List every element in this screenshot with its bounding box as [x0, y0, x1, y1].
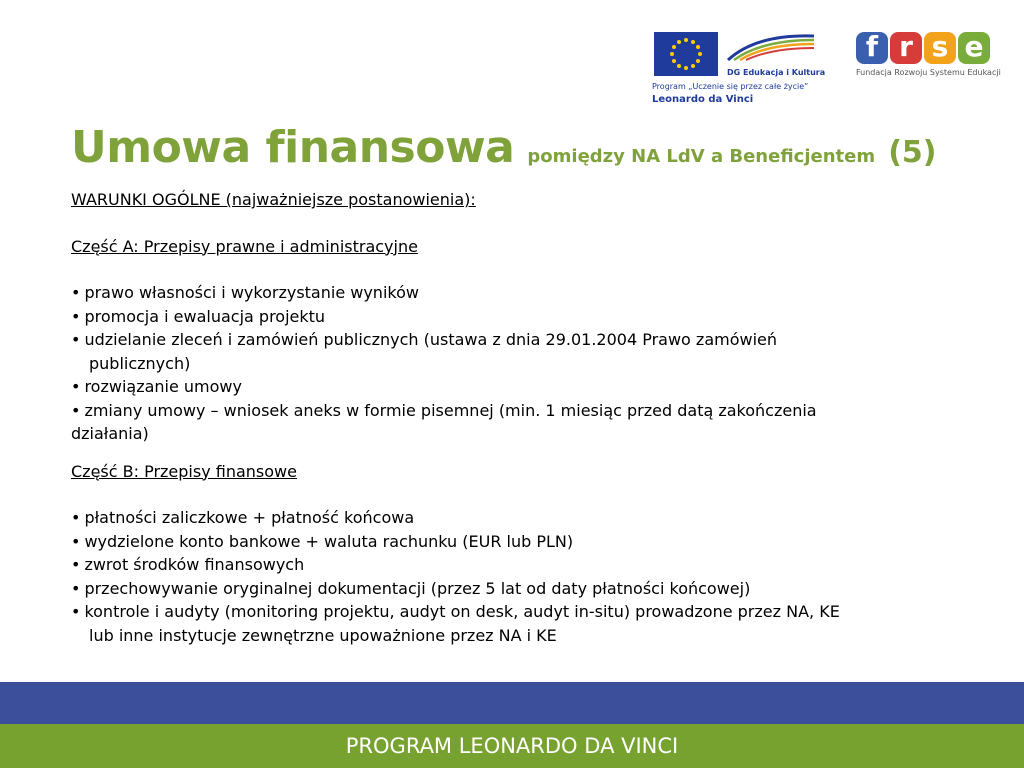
- list-item: • zwrot środków finansowych: [71, 555, 305, 574]
- list-item: • płatności zaliczkowe + płatność końcowa: [71, 508, 415, 527]
- title-main: Umowa finansowa: [71, 122, 515, 173]
- list-item: • promocja i ewaluacja projektu: [71, 306, 326, 326]
- title-subtitle: pomiędzy NA LdV a Beneficjentem: [527, 146, 876, 167]
- frse-letter-r: r: [890, 32, 922, 64]
- part-a-heading: Część A: Przepisy prawne i administracyjne: [71, 236, 418, 256]
- ldv-label: Leonardo da Vinci: [652, 94, 754, 105]
- footer-green-bar: [0, 724, 1024, 768]
- eu-dg-label: DG Edukacja i Kultura: [727, 68, 826, 77]
- list-item-continuation: lub inne instytucje zewnętrzne upoważnione przez NA i KE: [89, 625, 557, 645]
- slide-content: [71, 188, 971, 647]
- footer-label: PROGRAM LEONARDO DA VINCI: [345, 734, 679, 758]
- list-item: • rozwiązanie umowy: [71, 377, 242, 396]
- bullet-icon: •: [71, 283, 81, 302]
- part-b-heading: Część B: Przepisy finansowe: [71, 461, 297, 481]
- ldv-swoosh-icon: [726, 30, 818, 70]
- frse-subtitle: Fundacja Rozwoju Systemu Edukacji: [856, 68, 1001, 77]
- general-heading: WARUNKI OGÓLNE (najważniejsze postanowienia):: [71, 190, 476, 209]
- bullet-icon: •: [71, 508, 81, 527]
- list-item-continuation: publicznych): [89, 353, 191, 373]
- list-item: • kontrole i audyty (monitoring projektu, audyt on desk, audyt in-situ) prowadzone przez NA, KE: [71, 602, 840, 621]
- page-title: [71, 122, 936, 173]
- bullet-icon: •: [71, 377, 81, 396]
- list-item: • wydzielone konto bankowe + waluta rachunku (EUR lub PLN): [71, 531, 574, 551]
- list-item: • prawo własności i wykorzystanie wyników: [71, 283, 419, 302]
- list-item: • przechowywanie oryginalnej dokumentacji (przez 5 lat od daty płatności końcowej): [71, 578, 751, 598]
- list-item: • udzielanie zleceń i zamówień publicznych (ustawa z dnia 29.01.2004 Prawo zamówień: [71, 330, 778, 349]
- bullet-icon: •: [71, 578, 81, 598]
- list-item-continuation: działania): [71, 424, 149, 443]
- bullet-icon: •: [71, 400, 81, 420]
- frse-letter-e: e: [958, 32, 990, 64]
- frse-letters: [856, 32, 996, 64]
- title-number: (5): [888, 135, 937, 170]
- eu-ldv-logo: [652, 30, 826, 110]
- frse-letter-f: f: [856, 32, 888, 64]
- eu-flag-icon: [654, 32, 718, 76]
- bullet-icon: •: [71, 555, 81, 574]
- bullet-icon: •: [71, 602, 81, 621]
- frse-logo: [856, 30, 1001, 82]
- bullet-icon: •: [71, 306, 81, 326]
- footer-blue-bar: [0, 682, 1024, 724]
- frse-letter-s: s: [924, 32, 956, 64]
- eu-program-label: Program „Uczenie się przez całe życie”: [652, 82, 809, 91]
- bullet-icon: •: [71, 330, 81, 349]
- bullet-icon: •: [71, 531, 81, 551]
- list-item: • zmiany umowy – wniosek aneks w formie pisemnej (min. 1 miesiąc przed datą zakończenia: [71, 400, 817, 420]
